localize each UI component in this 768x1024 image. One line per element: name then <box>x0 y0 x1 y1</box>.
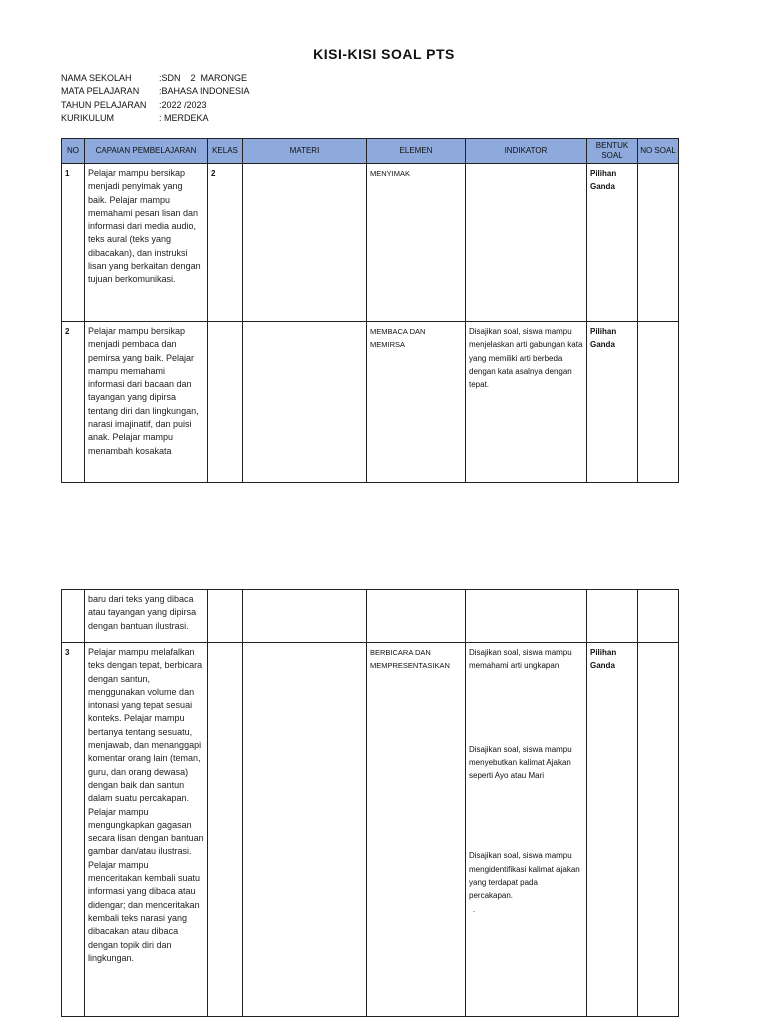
indikator-item: Disajikan soal, siswa mampu memahami arti ungkapan <box>469 648 572 671</box>
info-row-subject <box>61 85 250 98</box>
bentuk-soal-cell: Pilihan Ganda <box>587 643 638 1017</box>
no-soal-cell <box>638 322 679 483</box>
info-label: MATA PELAJARAN <box>61 86 140 97</box>
table-row <box>62 164 679 322</box>
materi-cell <box>243 322 367 483</box>
no-soal-cell <box>638 643 679 1017</box>
kisi-table-page1 <box>61 138 679 483</box>
capaian-cell: Pelajar mampu bersikap menjadi penyimak yang baik. Pelajar mampu memahami pesan lisan dan informasi dari media audio, teks aural (teks yang dibacakan), dan instruksi lisan yang berkaitan dengan tujuan berkomunikasi. <box>85 164 208 322</box>
table-row <box>62 322 679 483</box>
info-label: NAMA SEKOLAH <box>61 73 132 83</box>
no-soal-cell <box>638 590 679 643</box>
kelas-cell: 2 <box>208 164 243 322</box>
info-value: :SDN 2 MARONGE <box>159 73 248 83</box>
header-kelas: KELAS <box>208 139 243 164</box>
table-row-continued <box>62 590 679 643</box>
indikator-cell <box>466 164 587 322</box>
info-label: TAHUN PELAJARAN <box>61 99 147 110</box>
kisi-table-page2 <box>61 589 679 1017</box>
header-materi: MATERI <box>243 139 367 164</box>
capaian-cell: Pelajar mampu bersikap menjadi pembaca dan pemirsa yang baik. Pelajar mampu memahami informasi dari bacaan dan tayangan yang dipirsa tentang diri dan lingkungan, narasi imajinatif, dan puisi anak. Pelajar mampu menambah kosakata <box>85 322 208 483</box>
row-number: 2 <box>62 322 85 483</box>
bentuk-soal-cell: Pilihan Ganda <box>587 322 638 483</box>
info-value: : MERDEKA <box>159 112 209 123</box>
info-row-year <box>61 99 250 112</box>
info-value: :2022 /2023 <box>159 99 207 110</box>
info-value: :BAHASA INDONESIA <box>159 86 250 97</box>
row-number <box>62 590 85 643</box>
row-number: 3 <box>62 643 85 1017</box>
spacer <box>469 782 583 849</box>
kelas-cell <box>208 322 243 483</box>
header-no-soal: NO SOAL <box>638 139 679 164</box>
header-capaian: CAPAIAN PEMBELAJARAN <box>85 139 208 164</box>
info-row-school <box>61 72 250 85</box>
spacer <box>469 673 583 743</box>
indikator-item: Disajikan soal, siswa mampu menyebutkan kalimat Ajakan seperti Ayo atau Mari <box>469 744 572 781</box>
header-indikator: INDIKATOR <box>466 139 587 164</box>
row-number: 1 <box>62 164 85 322</box>
elemen-cell: MEMBACA DAN MEMIRSA <box>367 322 466 483</box>
document-info <box>61 72 250 125</box>
indikator-item: . <box>473 904 476 914</box>
info-row-curriculum <box>61 112 250 125</box>
bentuk-soal-cell: Pilihan Ganda <box>587 164 638 322</box>
header-elemen: ELEMEN <box>367 139 466 164</box>
info-label: KURIKULUM <box>61 112 115 123</box>
kelas-cell <box>208 643 243 1017</box>
kelas-cell <box>208 590 243 643</box>
indikator-cell <box>466 590 587 643</box>
elemen-cell: MENYIMAK <box>367 164 466 322</box>
no-soal-cell <box>638 164 679 322</box>
indikator-item: Disajikan soal, siswa mampu mengidentifikasi kalimat ajakan yang terdapat pada percakapan. <box>469 851 580 901</box>
header-no: NO <box>62 139 85 164</box>
materi-cell <box>243 643 367 1017</box>
capaian-cell: baru dari teks yang dibaca atau tayangan yang dipirsa dengan bantuan ilustrasi. <box>85 590 208 643</box>
indikator-cell <box>466 643 587 1017</box>
table-header-row <box>62 139 679 164</box>
elemen-cell <box>367 590 466 643</box>
bentuk-soal-cell <box>587 590 638 643</box>
page-title: KISI-KISI SOAL PTS <box>313 46 455 62</box>
table-row <box>62 643 679 1017</box>
elemen-cell: BERBICARA DAN MEMPRESENTASIKAN <box>367 643 466 1017</box>
header-bentuk-soal: BENTUK SOAL <box>587 139 638 164</box>
indikator-cell: Disajikan soal, siswa mampu menjelaskan arti gabungan kata yang memiliki arti berbeda dengan kata asalnya dengan tepat. <box>466 322 587 483</box>
capaian-cell: Pelajar mampu melafalkan teks dengan tepat, berbicara dengan santun, menggunakan volume dan intonasi yang tepat sesuai konteks. Pelajar mampu bertanya tentang sesuatu, menjawab, dan menanggapi komentar orang lain (teman, guru, dan orang dewasa) dengan baik dan santun dalam suatu percakapan. Pelajar mampu mengungkapkan gagasan secara lisan dengan bantuan gambar dan/atau ilustrasi. Pelajar mampu menceritakan kembali suatu informasi yang dibaca atau didengar; dan menceritakan kembali teks narasi yang dibacakan atau dibaca dengan topik diri dan lingkungan. <box>85 643 208 1017</box>
materi-cell <box>243 164 367 322</box>
materi-cell <box>243 590 367 643</box>
